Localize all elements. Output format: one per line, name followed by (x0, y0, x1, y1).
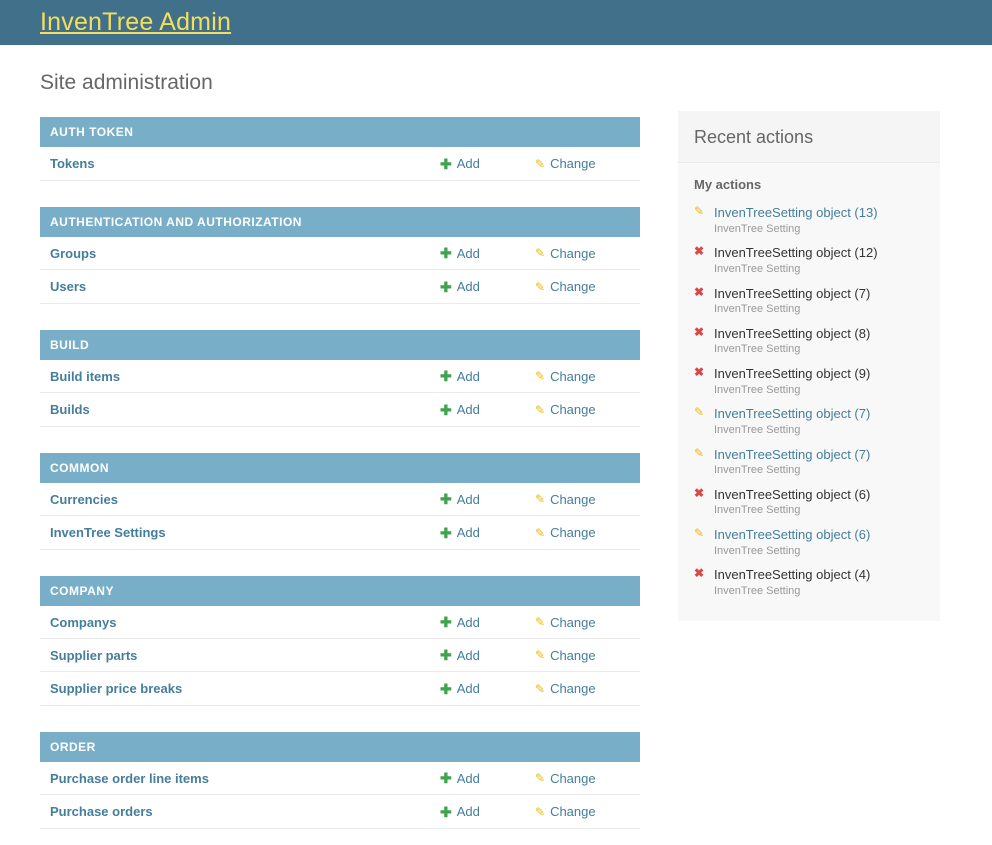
recent-actions-list (678, 200, 940, 621)
delete-cross-icon: ✖ (694, 284, 705, 299)
add-link[interactable]: Add (456, 491, 480, 507)
pencil-icon: ✎ (535, 525, 546, 540)
change-cell (535, 369, 630, 384)
app-module (40, 576, 640, 706)
add-cell (440, 648, 535, 663)
delete-cross-icon: ✖ (694, 324, 705, 339)
change-cell (535, 156, 630, 171)
pencil-icon: ✎ (535, 492, 546, 506)
pencil-icon: ✎ (694, 204, 705, 218)
add-cell (440, 369, 535, 384)
add-cell (440, 402, 535, 417)
plus-icon: ✚ (440, 368, 452, 384)
site-header (0, 0, 992, 45)
app-caption: BUILD (40, 330, 640, 360)
model-row (40, 237, 640, 270)
pencil-icon: ✎ (535, 156, 546, 171)
add-link[interactable]: Add (456, 402, 480, 417)
model-row (40, 270, 640, 303)
change-link[interactable]: Change (550, 647, 596, 663)
app-module (40, 117, 640, 181)
plus-icon: ✚ (440, 614, 452, 630)
plus-icon: ✚ (440, 155, 452, 172)
sidebar-column (678, 111, 940, 621)
change-link[interactable]: Change (550, 804, 596, 819)
add-cell (440, 279, 535, 294)
plus-icon: ✚ (440, 491, 452, 507)
model-row (40, 360, 640, 393)
model-row (40, 516, 640, 549)
pencil-icon: ✎ (535, 279, 546, 294)
add-link[interactable]: Add (456, 368, 480, 384)
pencil-icon: ✎ (535, 771, 546, 785)
pencil-icon: ✎ (535, 402, 546, 417)
change-cell (535, 246, 630, 261)
pencil-icon: ✎ (535, 369, 546, 383)
model-link[interactable]: Users (50, 279, 87, 294)
change-cell (535, 615, 630, 630)
app-module (40, 453, 640, 550)
app-module (40, 330, 640, 427)
my-actions-subtitle: My actions (694, 177, 762, 192)
pencil-icon: ✎ (694, 445, 705, 460)
model-link[interactable]: Tokens (50, 156, 95, 171)
change-cell (535, 804, 630, 819)
action-model-name: InvenTree Setting (714, 343, 801, 356)
add-cell (440, 525, 535, 540)
add-link[interactable]: Add (456, 156, 480, 171)
content-wrapper (0, 45, 992, 845)
action-model-name: InvenTree Setting (714, 383, 801, 396)
change-link[interactable]: Change (550, 525, 596, 540)
change-link[interactable]: Change (550, 279, 596, 294)
action-list-item (694, 522, 924, 562)
change-cell (535, 681, 630, 696)
app-caption: AUTHENTICATION AND AUTHORIZATION (40, 207, 640, 237)
model-link[interactable]: Supplier parts (50, 647, 138, 663)
action-model-name: InvenTree Setting (714, 222, 801, 235)
model-link[interactable]: Groups (50, 245, 97, 261)
pencil-icon: ✎ (694, 526, 705, 540)
change-link[interactable]: Change (550, 368, 596, 384)
action-object-link: InvenTreeSetting object (6) (714, 486, 871, 502)
action-list-item (694, 200, 924, 240)
model-link[interactable]: Purchase order line items (50, 770, 209, 786)
app-caption: COMPANY (40, 576, 640, 606)
change-link[interactable]: Change (550, 491, 596, 507)
action-object-link: InvenTreeSetting object (7) (714, 285, 871, 301)
model-link[interactable]: Supplier price breaks (50, 681, 183, 696)
pencil-icon: ✎ (535, 246, 546, 260)
plus-icon: ✚ (440, 245, 452, 261)
add-link[interactable]: Add (456, 279, 480, 294)
pencil-icon: ✎ (535, 615, 546, 629)
action-model-name: InvenTree Setting (714, 303, 801, 315)
add-link[interactable]: Add (456, 647, 480, 663)
action-list-item (694, 442, 924, 482)
action-object-link: InvenTreeSetting object (9) (714, 366, 871, 381)
add-cell (440, 246, 535, 261)
model-row (40, 639, 640, 672)
model-link[interactable]: Currencies (50, 491, 118, 507)
model-row (40, 147, 640, 180)
action-model-name: InvenTree Setting (714, 423, 801, 436)
add-link[interactable]: Add (456, 614, 480, 630)
recent-actions-module (678, 111, 940, 621)
add-cell (440, 615, 535, 630)
plus-icon: ✚ (440, 278, 452, 295)
add-link[interactable]: Add (456, 245, 480, 261)
delete-cross-icon: ✖ (694, 365, 705, 379)
pencil-icon: ✎ (535, 648, 546, 662)
change-cell (535, 492, 630, 507)
change-link[interactable]: Change (550, 681, 596, 696)
action-object-link: InvenTreeSetting object (4) (714, 567, 871, 583)
action-list-item (694, 401, 924, 441)
add-link[interactable]: Add (456, 681, 480, 696)
change-cell (535, 279, 630, 294)
action-model-name: InvenTree Setting (714, 464, 801, 476)
action-model-name: InvenTree Setting (714, 544, 801, 557)
delete-cross-icon: ✖ (694, 566, 705, 581)
delete-cross-icon: ✖ (694, 244, 705, 259)
app-list (40, 117, 640, 829)
model-link[interactable]: InvenTree Settings (50, 525, 166, 540)
app-module (40, 207, 640, 304)
action-object-link: InvenTreeSetting object (12) (714, 245, 878, 261)
pencil-icon: ✎ (535, 681, 546, 696)
app-caption: AUTH TOKEN (40, 117, 640, 147)
change-link[interactable]: Change (550, 156, 596, 171)
action-object-link: InvenTreeSetting object (8) (714, 325, 871, 341)
model-link[interactable]: Build items (50, 368, 121, 384)
change-link[interactable]: Change (550, 614, 596, 630)
recent-actions-title: Recent actions (678, 111, 940, 163)
app-module (40, 732, 640, 829)
add-cell (440, 771, 535, 786)
change-link[interactable]: Change (550, 402, 596, 417)
add-link[interactable]: Add (456, 804, 480, 819)
model-row (40, 483, 640, 516)
plus-icon: ✚ (440, 401, 452, 418)
plus-icon: ✚ (440, 803, 452, 820)
change-cell (535, 402, 630, 417)
change-link[interactable]: Change (550, 770, 596, 786)
plus-icon: ✚ (440, 680, 452, 697)
action-model-name: InvenTree Setting (714, 262, 801, 275)
add-cell (440, 804, 535, 819)
model-row (40, 606, 640, 639)
plus-icon: ✚ (440, 647, 452, 663)
model-link[interactable]: Companys (50, 614, 117, 630)
model-row (40, 672, 640, 705)
action-model-name: InvenTree Setting (714, 504, 801, 517)
action-object-link[interactable]: InvenTreeSetting object (7) (714, 406, 871, 422)
action-list-item (694, 482, 924, 522)
change-cell (535, 648, 630, 663)
model-row (40, 795, 640, 828)
action-list-item (694, 562, 924, 602)
add-link[interactable]: Add (456, 525, 480, 540)
action-list-item (694, 321, 924, 361)
action-object-link[interactable]: InvenTreeSetting object (7) (714, 446, 871, 462)
plus-icon: ✚ (440, 770, 452, 786)
change-link[interactable]: Change (550, 245, 596, 261)
change-cell (535, 771, 630, 786)
change-cell (535, 525, 630, 540)
model-link[interactable]: Purchase orders (50, 804, 153, 819)
delete-cross-icon: ✖ (694, 485, 705, 500)
app-caption: COMMON (40, 453, 640, 483)
model-row (40, 762, 640, 795)
add-link[interactable]: Add (456, 770, 480, 786)
action-list-item (694, 361, 924, 401)
action-list-item (694, 281, 924, 321)
add-cell (440, 156, 535, 171)
model-link[interactable]: Builds (50, 402, 90, 417)
action-list-item (694, 240, 924, 280)
pencil-icon: ✎ (694, 405, 705, 420)
main-column (40, 45, 640, 845)
action-model-name: InvenTree Setting (714, 584, 801, 597)
add-cell (440, 681, 535, 696)
action-object-link[interactable]: InvenTreeSetting object (13) (714, 205, 878, 220)
app-caption: ORDER (40, 732, 640, 762)
site-name-link[interactable]: InvenTree Admin (40, 8, 232, 36)
add-cell (440, 492, 535, 507)
page-title: Site administration (40, 71, 213, 94)
plus-icon: ✚ (440, 524, 452, 541)
action-object-link[interactable]: InvenTreeSetting object (6) (714, 527, 871, 542)
model-row (40, 393, 640, 426)
pencil-icon: ✎ (535, 804, 546, 819)
